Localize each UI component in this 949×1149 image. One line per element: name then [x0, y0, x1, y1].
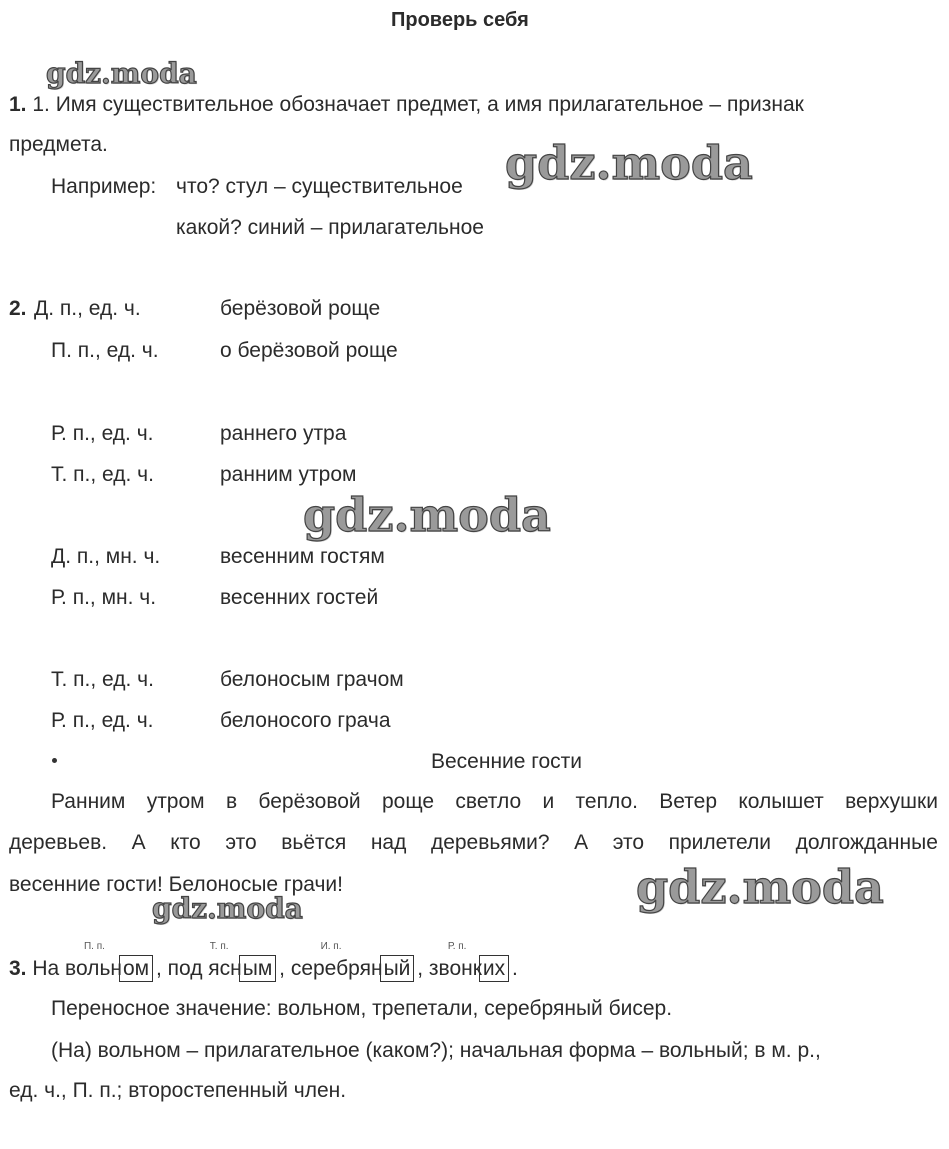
exercise-number: 2.	[9, 297, 27, 320]
story-line-2	[9, 832, 938, 853]
figurative-meaning: Переносное значение: вольном, трепетали, серебряный бисер.	[51, 997, 673, 1020]
word: Ранним	[51, 790, 126, 813]
separator: , под	[150, 957, 209, 980]
word: тепло.	[575, 790, 638, 813]
word: это	[225, 831, 257, 854]
word-prefix: На	[32, 957, 66, 980]
word: берёзовой	[258, 790, 361, 813]
word: А	[574, 831, 589, 854]
case-label: Т. п., ед. ч.	[51, 668, 154, 691]
exercise-1-line-2: предмета.	[9, 133, 108, 156]
phrase: берёзовой роще	[220, 297, 381, 320]
watermark: gdz.moda	[505, 136, 753, 190]
word: прилетели	[668, 831, 771, 854]
case-annotation: И. п.	[320, 941, 342, 952]
word-stem: ясн	[208, 957, 242, 980]
phrase: о берёзовой роще	[220, 339, 398, 362]
phrase: раннего утра	[220, 422, 347, 445]
word-ending: ый	[383, 957, 411, 980]
word: Ветер	[659, 790, 718, 813]
case-label: Т. п., ед. ч.	[51, 463, 154, 486]
example-noun: что? стул – существительное	[176, 175, 463, 198]
watermark: gdz.moda	[303, 488, 551, 542]
word: это	[612, 831, 645, 854]
phrase: весенних гостей	[220, 586, 379, 609]
word: роще	[381, 790, 435, 813]
word: верхушки	[845, 790, 938, 813]
word: светло	[455, 790, 522, 813]
exercise-3-words-line	[9, 941, 518, 980]
phrase: белоносым грачом	[220, 668, 404, 691]
word: в	[225, 790, 238, 813]
word: и	[542, 790, 555, 813]
case-label: Д. п., ед. ч.	[34, 297, 141, 320]
exercise-1-line-1	[9, 94, 804, 115]
word-ending: ым	[242, 957, 273, 980]
word: А	[131, 831, 146, 854]
word: над	[370, 831, 407, 854]
analysis-line-2: ед. ч., П. п.; второстепенный член.	[9, 1079, 347, 1102]
word: утром	[146, 790, 205, 813]
word: деревьями?	[430, 831, 550, 854]
case-label: Р. п., ед. ч.	[51, 709, 154, 732]
watermark: gdz.moda	[152, 892, 303, 925]
case-annotation: Р. п.	[447, 941, 467, 952]
word: деревьев.	[9, 831, 108, 854]
word-stem: звонк	[428, 957, 482, 980]
word-stem: вольн	[65, 957, 122, 980]
case-label: Р. п., ед. ч.	[51, 422, 154, 445]
word: вьётся	[281, 831, 347, 854]
analysis-line-1: (На) вольном – прилагательное (каком?); начальная форма – вольный; в м. р.,	[51, 1039, 821, 1062]
phrase: ранним утром	[220, 463, 357, 486]
case-label: Р. п., мн. ч.	[51, 586, 157, 609]
story-title: Весенние гости	[431, 750, 583, 773]
word: долгожданные	[795, 831, 938, 854]
story-line-1	[51, 791, 938, 812]
word: кто	[170, 831, 201, 854]
exercise-number: 3.	[9, 957, 27, 980]
example-label: Например:	[51, 175, 157, 198]
story-line-3: весенние гости! Белоносые грачи!	[9, 873, 343, 896]
case-label: Д. п., мн. ч.	[51, 545, 161, 568]
watermark: gdz.moda	[46, 57, 197, 90]
phrase: весенним гостям	[220, 545, 385, 568]
word: колышет	[738, 790, 824, 813]
separator: .	[506, 957, 518, 980]
exercise-1-text: 1. Имя существительное обозначает предмет, а имя прилагательное – признак	[32, 93, 804, 116]
phrase: белоносого грача	[220, 709, 391, 732]
word-ending: ом	[122, 957, 150, 980]
case-label: П. п., ед. ч.	[51, 339, 159, 362]
page-title: Проверь себя	[391, 9, 529, 31]
bullet-icon	[52, 758, 57, 763]
watermark: gdz.moda	[636, 860, 884, 914]
exercise-number: 1.	[9, 93, 27, 116]
word-stem: серебрян	[290, 957, 383, 980]
case-annotation: Т. п.	[209, 941, 229, 952]
case-annotation: П. п.	[83, 941, 105, 952]
word-ending: их	[482, 957, 506, 980]
separator: ,	[411, 957, 429, 980]
separator: ,	[273, 957, 291, 980]
example-adjective: какой? синий – прилагательное	[176, 216, 484, 239]
